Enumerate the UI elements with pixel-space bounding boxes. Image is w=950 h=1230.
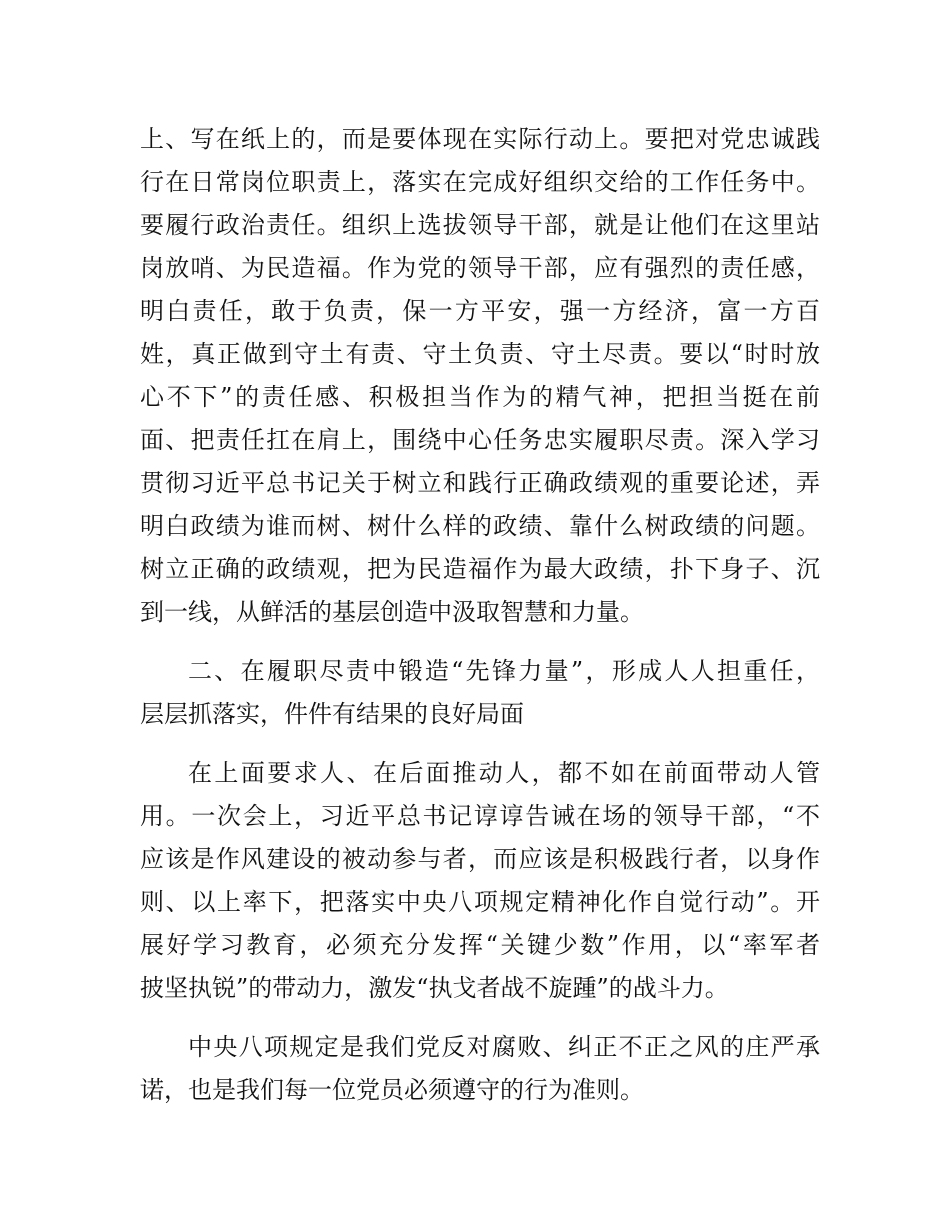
text-line: 姓，真正做到守土有责、守土负责、守土尽责。要以“时时放 <box>140 340 820 368</box>
text-line: 展好学习教育，必须充分发挥“关键少数”作用，以“率军者 <box>140 931 820 959</box>
text-line: 心不下”的责任感、积极担当作为的精气神，把担当挺在前 <box>140 383 820 411</box>
text-line: 诺，也是我们每一位党员必须遵守的行为准则。 <box>140 1076 644 1104</box>
paragraph <box>140 118 820 634</box>
text-line: 行在日常岗位职责上，落实在完成好组织交给的工作任务中。 <box>140 168 820 196</box>
text-line: 到一线，从鲜活的基层创造中汲取智慧和力量。 <box>140 598 644 626</box>
paragraph <box>140 1026 820 1112</box>
text-line: 上、写在纸上的，而是要体现在实际行动上。要把对党忠诚践 <box>140 125 820 153</box>
text-line: 应该是作风建设的被动参与者，而应该是积极践行者，以身作 <box>140 845 820 873</box>
text-line: 层层抓落实，件件有结果的良好局面 <box>140 700 524 728</box>
text-line: 用。一次会上，习近平总书记谆谆告诫在场的领导干部，“不 <box>140 802 820 830</box>
paragraph-gap <box>140 736 820 752</box>
text-line: 在上面要求人、在后面推动人，都不如在前面带动人管 <box>188 759 820 787</box>
paragraph-gap <box>140 1010 820 1026</box>
text-line: 树立正确的政绩观，把为民造福作为最大政绩，扑下身子、沉 <box>140 555 820 583</box>
text-line: 明白责任，敢于负责，保一方平安，强一方经济，富一方百 <box>140 297 820 325</box>
section-heading <box>140 650 820 736</box>
paragraph-gap <box>140 634 820 650</box>
text-line: 中央八项规定是我们党反对腐败、纠正不正之风的庄严承 <box>188 1033 820 1061</box>
text-line: 则、以上率下，把落实中央八项规定精神化作自觉行动”。开 <box>140 888 820 916</box>
body-text <box>140 118 820 1112</box>
text-line: 明白政绩为谁而树、树什么样的政绩、靠什么树政绩的问题。 <box>140 512 820 540</box>
paragraph <box>140 752 820 1010</box>
text-line: 贯彻习近平总书记关于树立和践行正确政绩观的重要论述，弄 <box>140 469 820 497</box>
text-line: 要履行政治责任。组织上选拔领导干部，就是让他们在这里站 <box>140 211 820 239</box>
text-line: 二、在履职尽责中锻造“先锋力量”，形成人人担重任， <box>188 657 820 685</box>
text-line: 披坚执锐”的带动力，激发“执戈者战不旋踵”的战斗力。 <box>140 974 729 1002</box>
text-line: 岗放哨、为民造福。作为党的领导干部，应有强烈的责任感， <box>140 254 820 282</box>
text-line: 面、把责任扛在肩上，围绕中心任务忠实履职尽责。深入学习 <box>140 426 820 454</box>
